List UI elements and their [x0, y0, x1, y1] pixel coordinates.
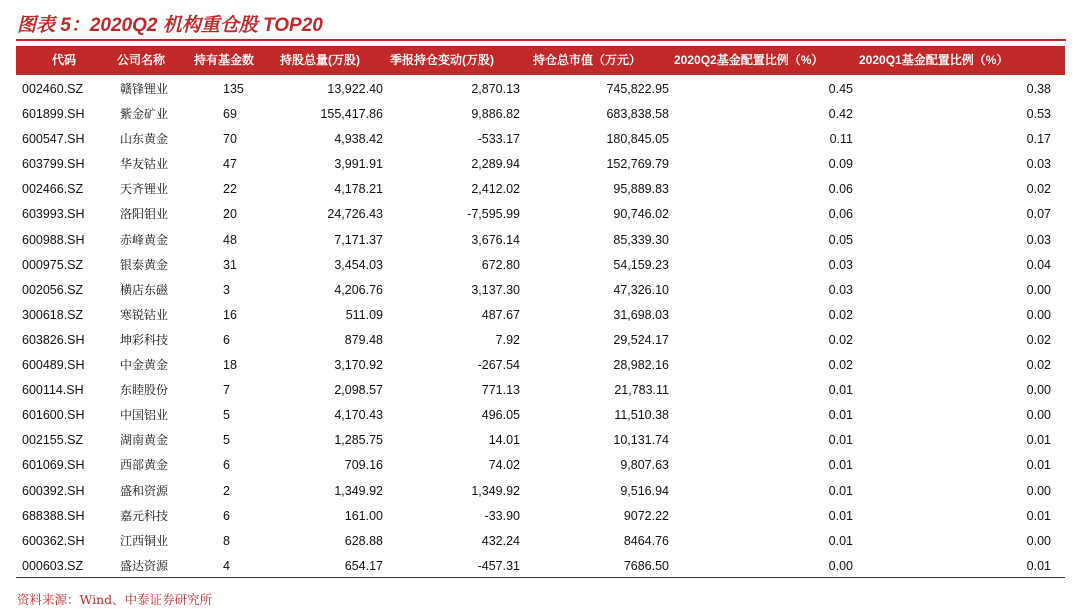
cell-market-value: 31,698.03: [613, 307, 669, 322]
table-row: [16, 504, 1065, 529]
cell-fund-count: 5: [223, 433, 230, 448]
cell-q2-ratio: 0.03: [828, 257, 853, 272]
cell-fund-count: 48: [223, 232, 237, 247]
cell-holding-change: 3,137.30: [471, 282, 520, 297]
cell-total-shares: 13,922.40: [327, 82, 383, 96]
cell-q1-ratio: 0.02: [1026, 182, 1051, 197]
cell-market-value: 9,516.94: [620, 483, 669, 498]
cell-q2-ratio: 0.00: [828, 558, 853, 573]
cell-code: 600489.SH: [22, 358, 85, 373]
cell-q1-ratio: 0.01: [1026, 433, 1051, 448]
cell-fund-count: 3: [223, 282, 230, 297]
table-row: [16, 554, 1065, 579]
cell-fund-count: 69: [223, 107, 237, 122]
cell-market-value: 21,783.11: [614, 383, 669, 398]
table-row: [16, 202, 1065, 227]
cell-total-shares: 24,726.43: [327, 207, 383, 222]
cell-holding-change: -33.90: [484, 508, 520, 523]
cell-code: 601069.SH: [22, 458, 85, 473]
cell-code: 000975.SZ: [22, 257, 84, 272]
cell-total-shares: 654.17: [344, 558, 383, 573]
cell-company-name: 横店东磁: [120, 282, 169, 297]
cell-q1-ratio: 0.00: [1026, 307, 1051, 322]
header-code: 代码: [52, 53, 77, 67]
cell-code: 601899.SH: [22, 107, 85, 122]
cell-q2-ratio: 0.01: [828, 508, 853, 523]
cell-fund-count: 135: [223, 82, 244, 96]
cell-q2-ratio: 0.01: [828, 458, 853, 473]
cell-code: 600362.SH: [22, 533, 85, 548]
cell-company-name: 洛阳钼业: [120, 207, 169, 222]
cell-q2-ratio: 0.05: [828, 232, 853, 247]
cell-market-value: 95,889.83: [613, 182, 669, 197]
cell-company-name: 西部黄金: [120, 458, 169, 473]
cell-company-name: 湖南黄金: [120, 433, 169, 448]
cell-total-shares: 628.88: [344, 533, 383, 548]
cell-q1-ratio: 0.03: [1026, 232, 1051, 247]
cell-q1-ratio: 0.00: [1026, 483, 1051, 498]
cell-q1-ratio: 0.02: [1026, 358, 1051, 373]
cell-holding-change: 14.01: [488, 433, 520, 448]
cell-total-shares: 511.09: [345, 307, 383, 322]
cell-market-value: 10,131.74: [613, 433, 669, 448]
cell-q1-ratio: 0.00: [1026, 533, 1051, 548]
cell-fund-count: 20: [223, 207, 237, 222]
header-company-name: 公司名称: [117, 53, 166, 67]
cell-code: 600392.SH: [22, 483, 85, 498]
cell-holding-change: -7,595.99: [467, 207, 520, 222]
header-total-shares: 持股总量(万股): [280, 53, 360, 67]
table-row: [16, 353, 1065, 378]
table-row: [16, 479, 1065, 504]
cell-q2-ratio: 0.03: [828, 282, 853, 297]
table-row: [16, 303, 1065, 328]
cell-q1-ratio: 0.03: [1026, 157, 1051, 172]
table-row: [16, 378, 1065, 403]
cell-holding-change: 672.80: [481, 257, 520, 272]
cell-fund-count: 16: [223, 307, 237, 322]
cell-q2-ratio: 0.01: [828, 383, 853, 398]
cell-total-shares: 4,170.43: [334, 408, 383, 423]
cell-total-shares: 161.00: [344, 508, 383, 523]
table-row: [16, 77, 1065, 102]
cell-total-shares: 7,171.37: [334, 232, 383, 247]
cell-total-shares: 2,098.57: [334, 383, 383, 398]
cell-fund-count: 70: [223, 132, 237, 147]
cell-fund-count: 47: [223, 157, 237, 172]
cell-q2-ratio: 0.06: [828, 207, 853, 222]
table-header: [16, 46, 1065, 75]
title-divider: [16, 39, 1066, 41]
cell-holding-change: 7.92: [495, 332, 520, 347]
table-row: [16, 328, 1065, 353]
cell-company-name: 中金黄金: [120, 358, 169, 373]
cell-company-name: 盛和资源: [120, 483, 169, 498]
cell-code: 002466.SZ: [22, 182, 84, 197]
cell-company-name: 天齐锂业: [120, 182, 169, 197]
cell-fund-count: 31: [223, 257, 237, 272]
cell-total-shares: 4,206.76: [334, 282, 383, 297]
cell-market-value: 180,845.05: [606, 132, 669, 147]
cell-market-value: 90,746.02: [613, 207, 669, 222]
source-note: 资料来源：Wind、中泰证券研究所: [17, 592, 213, 607]
table-row: [16, 529, 1065, 554]
cell-code: 002056.SZ: [22, 282, 84, 297]
cell-total-shares: 879.48: [344, 332, 383, 347]
cell-q1-ratio: 0.04: [1026, 257, 1051, 272]
cell-holding-change: -267.54: [477, 358, 520, 373]
cell-market-value: 11,510.38: [614, 408, 669, 423]
cell-total-shares: 709.16: [344, 458, 383, 473]
cell-total-shares: 1,285.75: [334, 433, 383, 448]
cell-market-value: 683,838.58: [606, 107, 669, 122]
cell-q1-ratio: 0.01: [1026, 508, 1051, 523]
cell-q2-ratio: 0.01: [828, 433, 853, 448]
cell-q1-ratio: 0.02: [1026, 332, 1051, 347]
table-row: [16, 228, 1065, 253]
cell-q1-ratio: 0.00: [1026, 282, 1051, 297]
cell-fund-count: 8: [223, 533, 230, 548]
header-fund-count: 持有基金数: [194, 53, 255, 67]
cell-holding-change: 2,289.94: [471, 157, 520, 172]
header-market-value: 持仓总市值（万元）: [533, 53, 642, 67]
cell-company-name: 东睦股份: [120, 383, 169, 398]
cell-fund-count: 6: [223, 508, 230, 523]
cell-fund-count: 6: [223, 332, 230, 347]
cell-company-name: 嘉元科技: [120, 508, 169, 523]
cell-company-name: 寒锐钴业: [120, 307, 169, 322]
cell-holding-change: 432.24: [481, 533, 520, 548]
table-row: [16, 428, 1065, 453]
cell-total-shares: 3,170.92: [334, 358, 383, 373]
cell-fund-count: 4: [223, 558, 230, 573]
cell-q1-ratio: 0.01: [1026, 558, 1051, 573]
cell-total-shares: 3,991.91: [334, 157, 383, 172]
cell-code: 002460.SZ: [22, 82, 84, 96]
cell-code: 601600.SH: [22, 408, 85, 423]
cell-holding-change: 2,870.13: [471, 82, 520, 96]
cell-code: 603993.SH: [22, 207, 85, 222]
cell-market-value: 7686.50: [623, 558, 669, 573]
cell-company-name: 银泰黄金: [120, 257, 169, 272]
cell-code: 000603.SZ: [22, 558, 84, 573]
header-q2-ratio: 2020Q2基金配置比例（%）: [674, 53, 824, 67]
table-row: [16, 403, 1065, 428]
cell-code: 300618.SZ: [22, 307, 84, 322]
cell-total-shares: 4,938.42: [334, 132, 383, 147]
cell-q2-ratio: 0.02: [828, 358, 853, 373]
cell-market-value: 745,822.95: [606, 82, 669, 96]
cell-q2-ratio: 0.01: [828, 533, 853, 548]
table-row: [16, 102, 1065, 127]
cell-company-name: 华友钴业: [120, 157, 169, 172]
cell-code: 603826.SH: [22, 332, 85, 347]
table-row: [16, 453, 1065, 478]
cell-total-shares: 1,349.92: [334, 483, 383, 498]
cell-holding-change: 3,676.14: [471, 232, 520, 247]
cell-holding-change: 771.13: [481, 383, 520, 398]
cell-q1-ratio: 0.00: [1026, 383, 1051, 398]
cell-code: 603799.SH: [22, 157, 85, 172]
cell-fund-count: 2: [223, 483, 230, 498]
cell-total-shares: 3,454.03: [334, 257, 383, 272]
cell-company-name: 中国铝业: [120, 408, 169, 423]
cell-fund-count: 7: [223, 383, 230, 398]
cell-company-name: 山东黄金: [120, 132, 169, 147]
cell-q1-ratio: 0.17: [1026, 132, 1051, 147]
cell-holding-change: 74.02: [488, 458, 520, 473]
cell-q2-ratio: 0.02: [828, 307, 853, 322]
cell-q1-ratio: 0.01: [1026, 458, 1051, 473]
cell-q2-ratio: 0.02: [828, 332, 853, 347]
cell-fund-count: 5: [223, 408, 230, 423]
cell-code: 600988.SH: [22, 232, 85, 247]
table-row: [16, 127, 1065, 152]
cell-code: 600547.SH: [22, 132, 85, 147]
cell-market-value: 152,769.79: [606, 157, 669, 172]
cell-market-value: 29,524.17: [613, 332, 669, 347]
header-q1-ratio: 2020Q1基金配置比例（%）: [859, 53, 1009, 67]
cell-q2-ratio: 0.11: [829, 132, 853, 147]
cell-code: 600114.SH: [22, 383, 84, 398]
cell-company-name: 紫金矿业: [120, 107, 169, 122]
cell-q2-ratio: 0.01: [828, 408, 853, 423]
cell-company-name: 江西铜业: [120, 533, 169, 548]
cell-company-name: 坤彩科技: [120, 332, 169, 347]
cell-fund-count: 22: [223, 182, 237, 197]
table-row: [16, 253, 1065, 278]
cell-code: 688388.SH: [22, 508, 85, 523]
figure-title: 图表 5：2020Q2 机构重仓股 TOP20: [17, 15, 323, 36]
cell-holding-change: -457.31: [477, 558, 520, 573]
cell-market-value: 47,326.10: [613, 282, 669, 297]
cell-q2-ratio: 0.42: [828, 107, 853, 122]
cell-market-value: 9,807.63: [620, 458, 669, 473]
cell-holding-change: 1,349.92: [471, 483, 520, 498]
cell-code: 002155.SZ: [22, 433, 84, 448]
cell-market-value: 85,339.30: [613, 232, 669, 247]
cell-q1-ratio: 0.53: [1026, 107, 1051, 122]
table-body: [16, 77, 1065, 579]
cell-holding-change: -533.17: [477, 132, 520, 147]
cell-q2-ratio: 0.01: [828, 483, 853, 498]
cell-holding-change: 487.67: [481, 307, 520, 322]
table-row: [16, 152, 1065, 177]
cell-q1-ratio: 0.07: [1026, 207, 1051, 222]
cell-q2-ratio: 0.09: [828, 157, 853, 172]
cell-market-value: 28,982.16: [613, 358, 669, 373]
cell-market-value: 54,159.23: [613, 257, 669, 272]
cell-company-name: 赣锋锂业: [120, 82, 169, 96]
table-row: [16, 278, 1065, 303]
cell-holding-change: 9,886.82: [471, 107, 520, 122]
cell-q1-ratio: 0.00: [1026, 408, 1051, 423]
cell-holding-change: 2,412.02: [471, 182, 520, 197]
cell-company-name: 赤峰黄金: [120, 232, 169, 247]
cell-company-name: 盛达资源: [120, 558, 169, 573]
cell-fund-count: 6: [223, 458, 230, 473]
header-holding-change: 季报持仓变动(万股): [390, 53, 494, 67]
cell-market-value: 8464.76: [623, 533, 669, 548]
cell-total-shares: 155,417.86: [320, 107, 383, 122]
table-row: [16, 177, 1065, 202]
table-bottom-rule: [16, 577, 1065, 578]
cell-holding-change: 496.05: [481, 408, 520, 423]
cell-q2-ratio: 0.06: [828, 182, 853, 197]
cell-total-shares: 4,178.21: [334, 182, 383, 197]
cell-fund-count: 18: [223, 358, 237, 373]
cell-market-value: 9072.22: [623, 508, 669, 523]
cell-q1-ratio: 0.38: [1026, 82, 1051, 96]
cell-q2-ratio: 0.45: [828, 82, 853, 96]
